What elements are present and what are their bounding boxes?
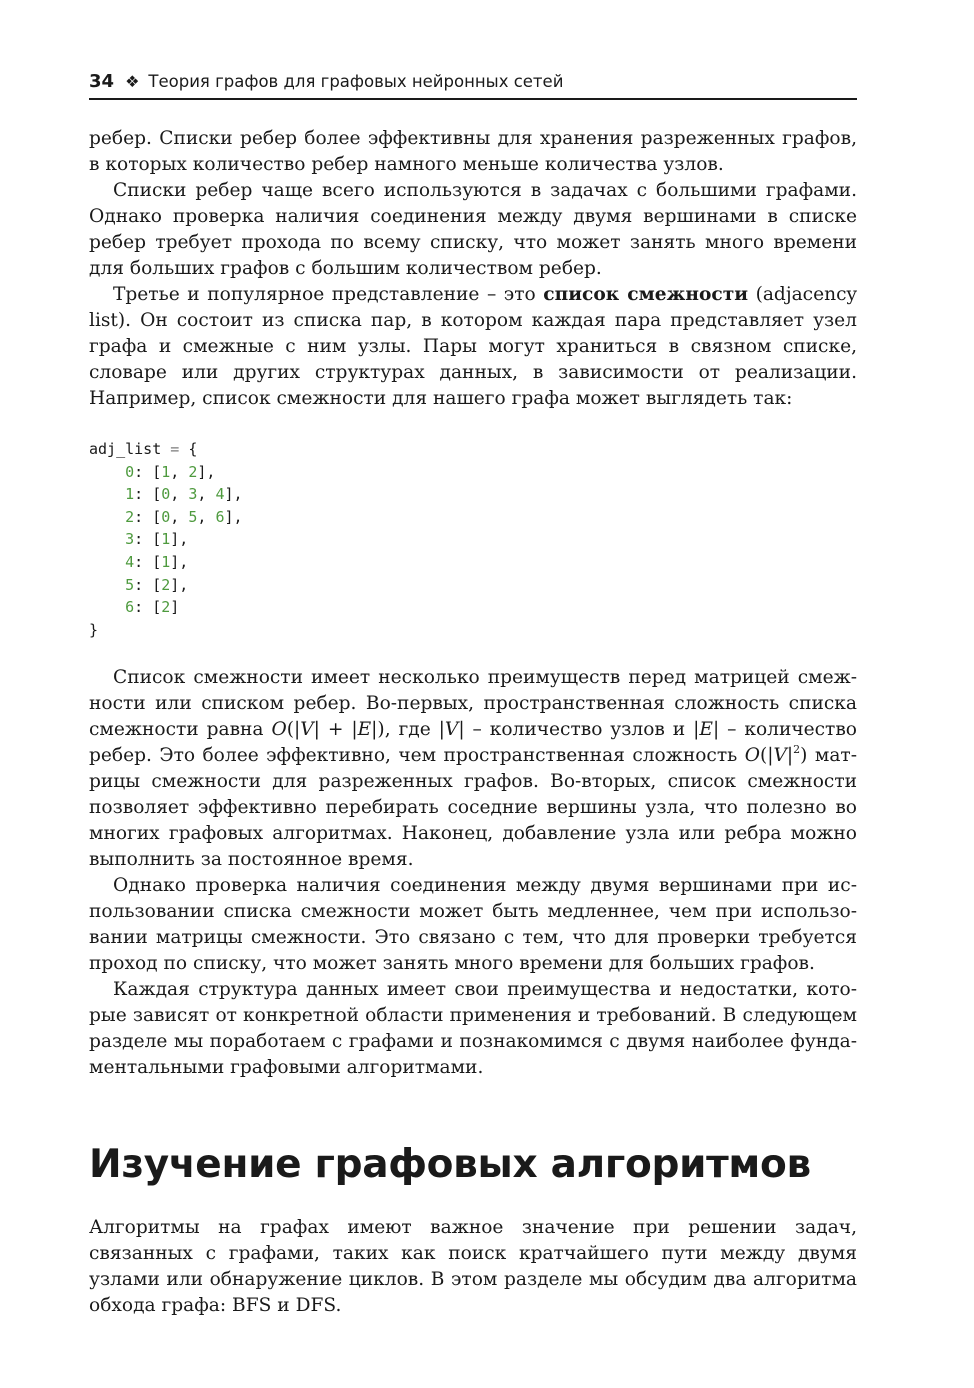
term-adjacency-list: список смежности [543, 284, 749, 305]
code-value: 0 [161, 507, 171, 526]
code-key: 5 [125, 575, 135, 594]
code-open-brace: { [188, 440, 198, 458]
code-key: 1 [125, 485, 135, 504]
code-line: 5: [2], [125, 575, 189, 594]
code-punctuation: ], [197, 462, 216, 481]
text-run: | – количество узлов и | [458, 719, 700, 741]
code-line: 4: [1], [125, 552, 189, 571]
text-run: ) матрицы смежности для разреженных графов. Во-вторых, список смежности позволяет эффективно перебирать соседние вершины узла, что полезно во многих графовых алгоритмах. Наконец, добавление узла или ребра можно выполнить за постоянное время. [89, 745, 857, 871]
code-value: 2 [161, 598, 171, 617]
code-entries [89, 463, 243, 617]
text-run: (adjacency list). Он состоит из списка пар, в котором каждая пара представляет узел графа и смежные с ним узлы. Пары могут храниться в связном списке, словаре или других структурах данных, в зависимости от реализации. Например, список смежности для нашего графа может выглядеть так: [89, 284, 857, 409]
paragraph: ребер. Списки ребер более эффективны для хранения разреженных графов, в которых количество ребер намного меньше количества узлов. [89, 128, 857, 175]
code-key: 3 [125, 530, 135, 549]
code-key: 2 [125, 507, 135, 526]
text-run: | + | [313, 719, 358, 741]
code-line: 0: [1, 2], [125, 462, 216, 481]
text-run: |), где | [371, 719, 445, 741]
text-run: | – количество ребер. Это более эффективно, чем пространственная сложность [89, 719, 858, 767]
paragraph: Списки ребер чаще всего используются в задачах с большими графами. Однако проверка наличия соединения между двумя вершинами в списке ребер требует прохода по всему списку, что может занять много времени для больших графов с большим количеством ребер. [89, 180, 857, 279]
page-number: 34 [89, 71, 115, 92]
math-symbol: O [271, 719, 287, 741]
text-run: | [786, 745, 794, 767]
math-symbol: E [357, 719, 372, 741]
paragraph: Алгоритмы на графах имеют важное значение при решении задач, связанных с графами, таких как поиск кратчайшего пути между двумя узлами или обнаружение циклов. В этом разделе мы обсудим два алгоритма обхода графа: BFS и DFS. [89, 1217, 857, 1317]
code-value: 2 [161, 575, 171, 594]
math-symbol: O [744, 745, 760, 767]
ornament-icon: ❖ [125, 72, 140, 91]
paragraph [89, 665, 857, 873]
code-line: 1: [0, 3, 4], [125, 485, 243, 504]
paragraph: Каждая структура данных имеет свои преимущества и недостатки, которые зависят от конкретной области применения и требований. В следующем разделе мы поработаем с графами и познакомимся с двумя наиболее фундаментальными графовыми алгоритмами. [89, 979, 857, 1079]
math-symbol: E [699, 719, 713, 741]
code-value: 2 [188, 462, 198, 481]
math-symbol: V [773, 745, 787, 767]
code-line: 3: [1], [125, 530, 189, 549]
text-run: (| [286, 719, 301, 741]
book-page [89, 66, 857, 1319]
code-line: 2: [0, 5, 6], [125, 507, 243, 526]
section-heading: Изучение графовых алгоритмов [89, 1142, 811, 1188]
code-value: 6 [215, 507, 225, 526]
code-value: 5 [188, 507, 198, 526]
code-line: 6: [2] [125, 598, 180, 617]
code-key: 6 [125, 598, 135, 617]
text-run: Список смежности имеет несколько преимуществ перед матрицей смежности или списком ребер. Во-первых, пространственная сложность списка смежности равна [89, 667, 857, 741]
code-value: 1 [161, 462, 171, 481]
code-punctuation: ] [170, 598, 180, 617]
code-value: 0 [161, 485, 171, 504]
code-value: 1 [161, 530, 171, 549]
text-run: (| [759, 745, 774, 767]
code-punctuation: ], [224, 507, 243, 526]
code-punctuation: ], [224, 485, 243, 504]
paragraph: Однако проверка наличия соединения между двумя вершинами при использовании списка смежности может быть медленнее, чем при использовании матрицы смежности. Это связано с тем, что для проверки требуется проход по списку, что может занять много времени для больших графов. [89, 875, 857, 975]
code-punctuation: ], [170, 575, 189, 594]
code-block [89, 438, 857, 641]
code-punctuation: ], [170, 530, 189, 549]
code-value: 4 [215, 485, 225, 504]
code-punctuation: ], [170, 552, 189, 571]
paragraph [89, 282, 857, 412]
superscript: 2 [793, 743, 801, 757]
code-operator: = [161, 440, 189, 458]
math-symbol: V [444, 719, 459, 741]
code-variable: adj_list [89, 440, 162, 458]
math-symbol: V [300, 719, 314, 741]
code-key: 0 [125, 462, 135, 481]
text-run: Третье и популярное представление – это [113, 284, 544, 305]
code-key: 4 [125, 552, 135, 571]
code-value: 1 [161, 552, 171, 571]
code-value: 3 [188, 485, 198, 504]
code-close-brace: } [89, 620, 99, 639]
running-head [89, 66, 857, 100]
book-title: Теория графов для графовых нейронных сетей [148, 72, 564, 91]
